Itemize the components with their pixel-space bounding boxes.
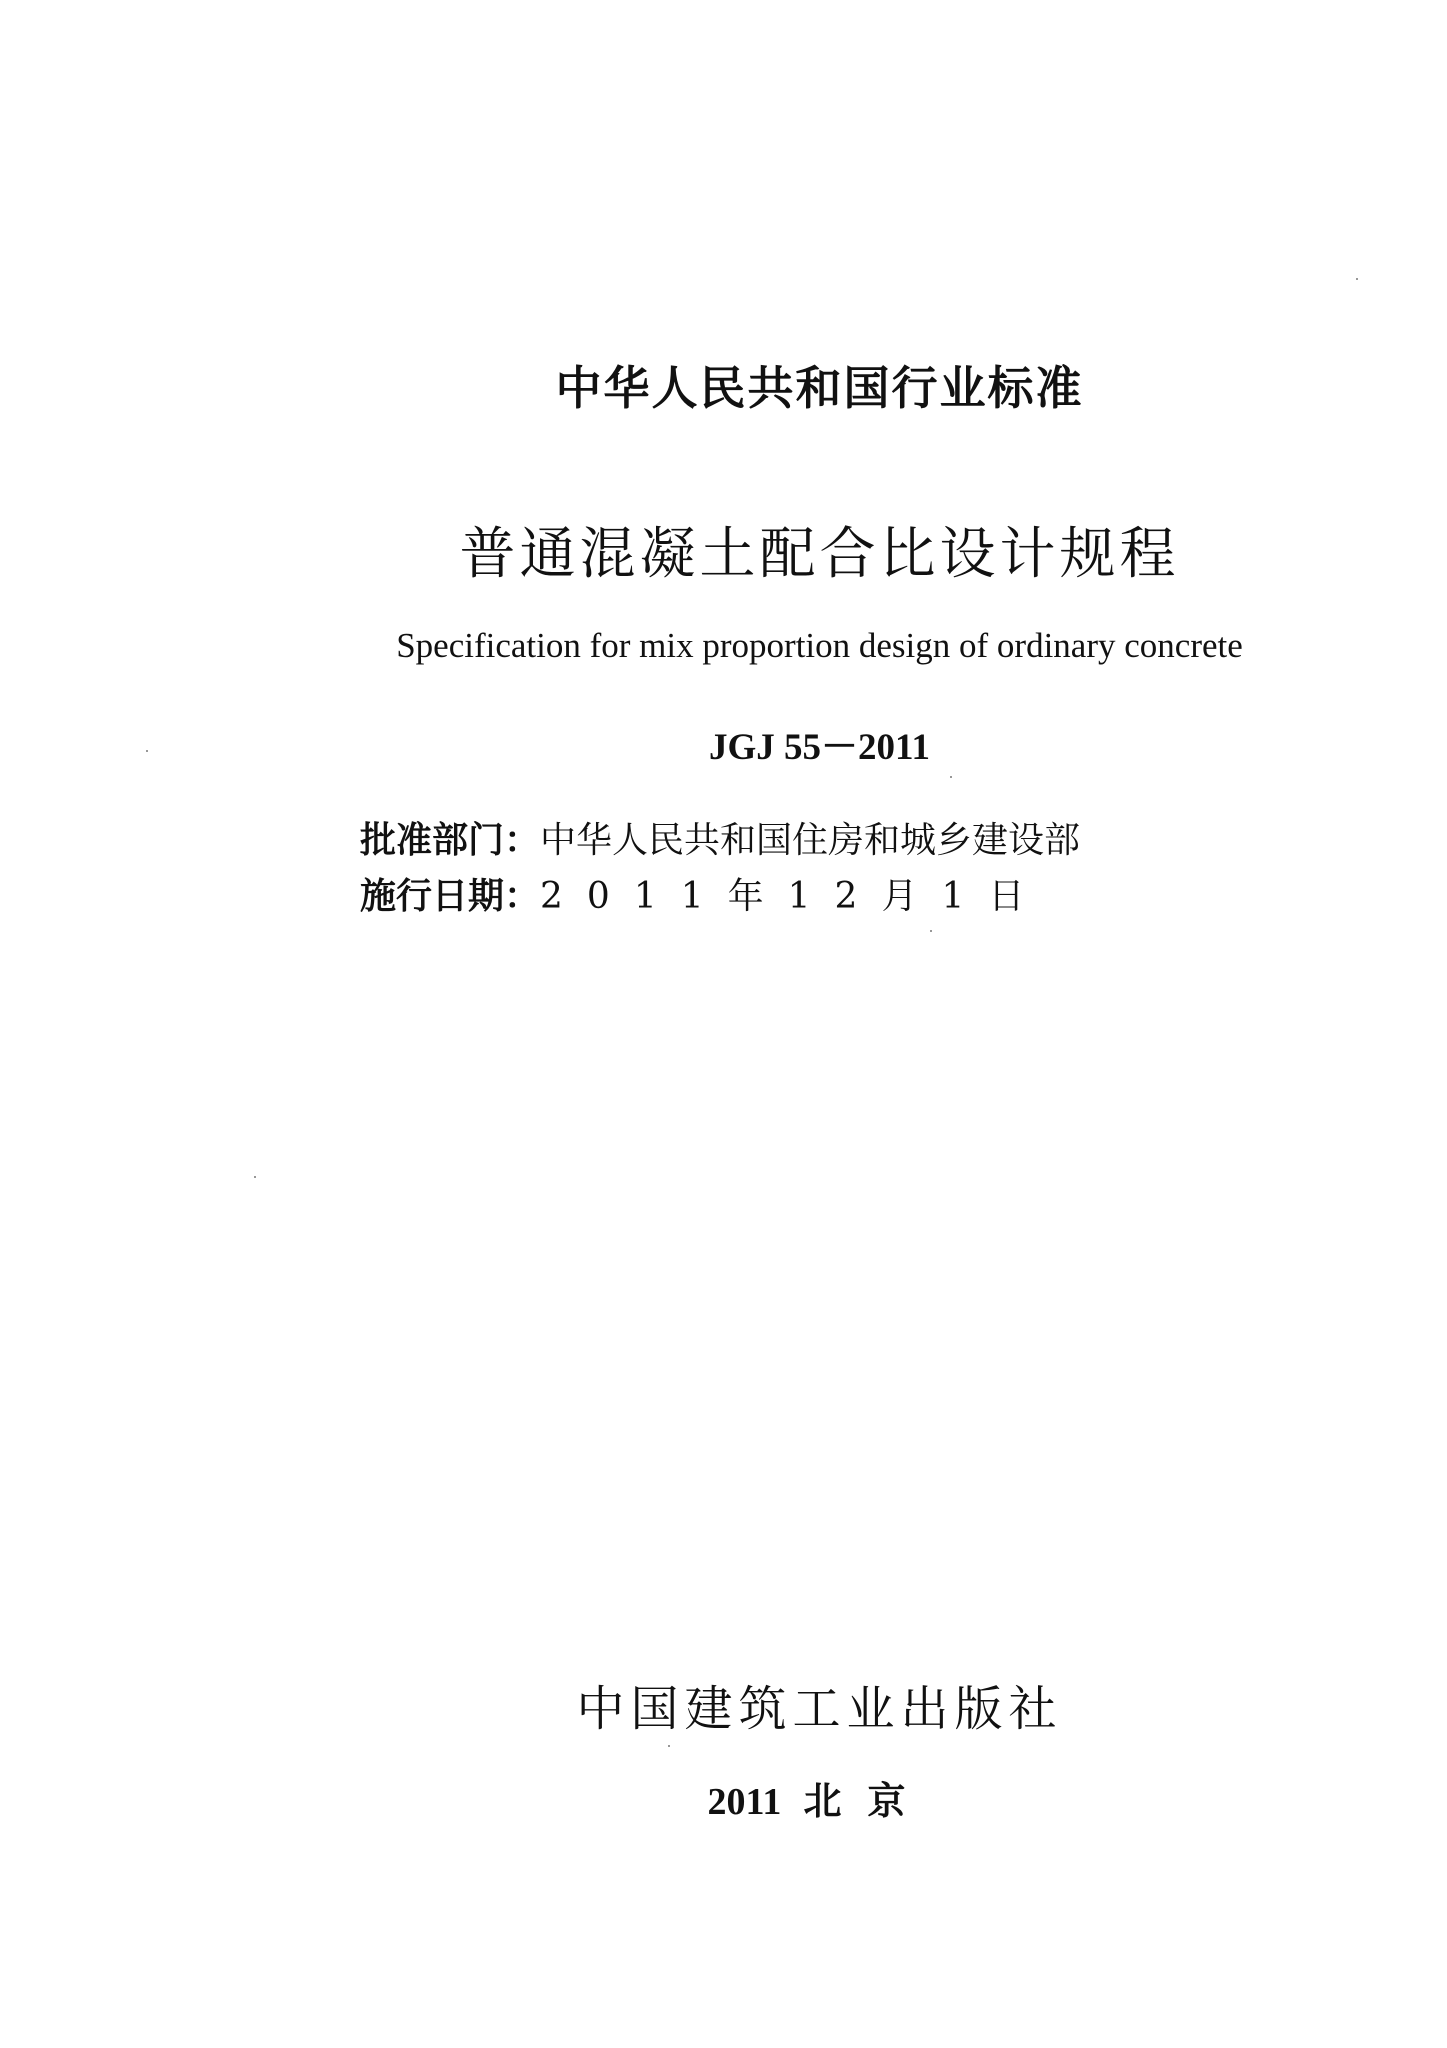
- scan-speck: [950, 776, 952, 778]
- standard-code: JGJ 55－2011: [709, 727, 930, 768]
- approval-label: 批准部门：: [360, 820, 541, 861]
- effective-date-label: 施行日期：: [360, 876, 541, 917]
- standard-title-english: Specification for mix proportion design of ordinary concrete: [396, 626, 1243, 665]
- effective-date-value: 2011年12月1日: [540, 876, 1049, 917]
- publisher-name: 中国建筑工业出版社: [576, 1681, 1063, 1737]
- approval-line: [360, 812, 1080, 863]
- imprint-year: 2011: [707, 1781, 782, 1823]
- scan-speck: [668, 1745, 670, 1747]
- scan-speck: [146, 750, 148, 752]
- standard-series-title: 中华人民共和国行业标准: [555, 361, 1084, 415]
- standard-title-chinese: 普通混凝土配合比设计规程: [459, 522, 1180, 587]
- imprint-line: [96, 1770, 1447, 1825]
- scan-speck: [1356, 278, 1358, 280]
- scan-speck: [930, 930, 932, 932]
- imprint-city: 北京: [803, 1778, 932, 1823]
- approval-value: 中华人民共和国住房和城乡建设部: [540, 820, 1081, 861]
- scan-speck: [254, 1176, 256, 1178]
- effective-date-line: [360, 868, 1048, 919]
